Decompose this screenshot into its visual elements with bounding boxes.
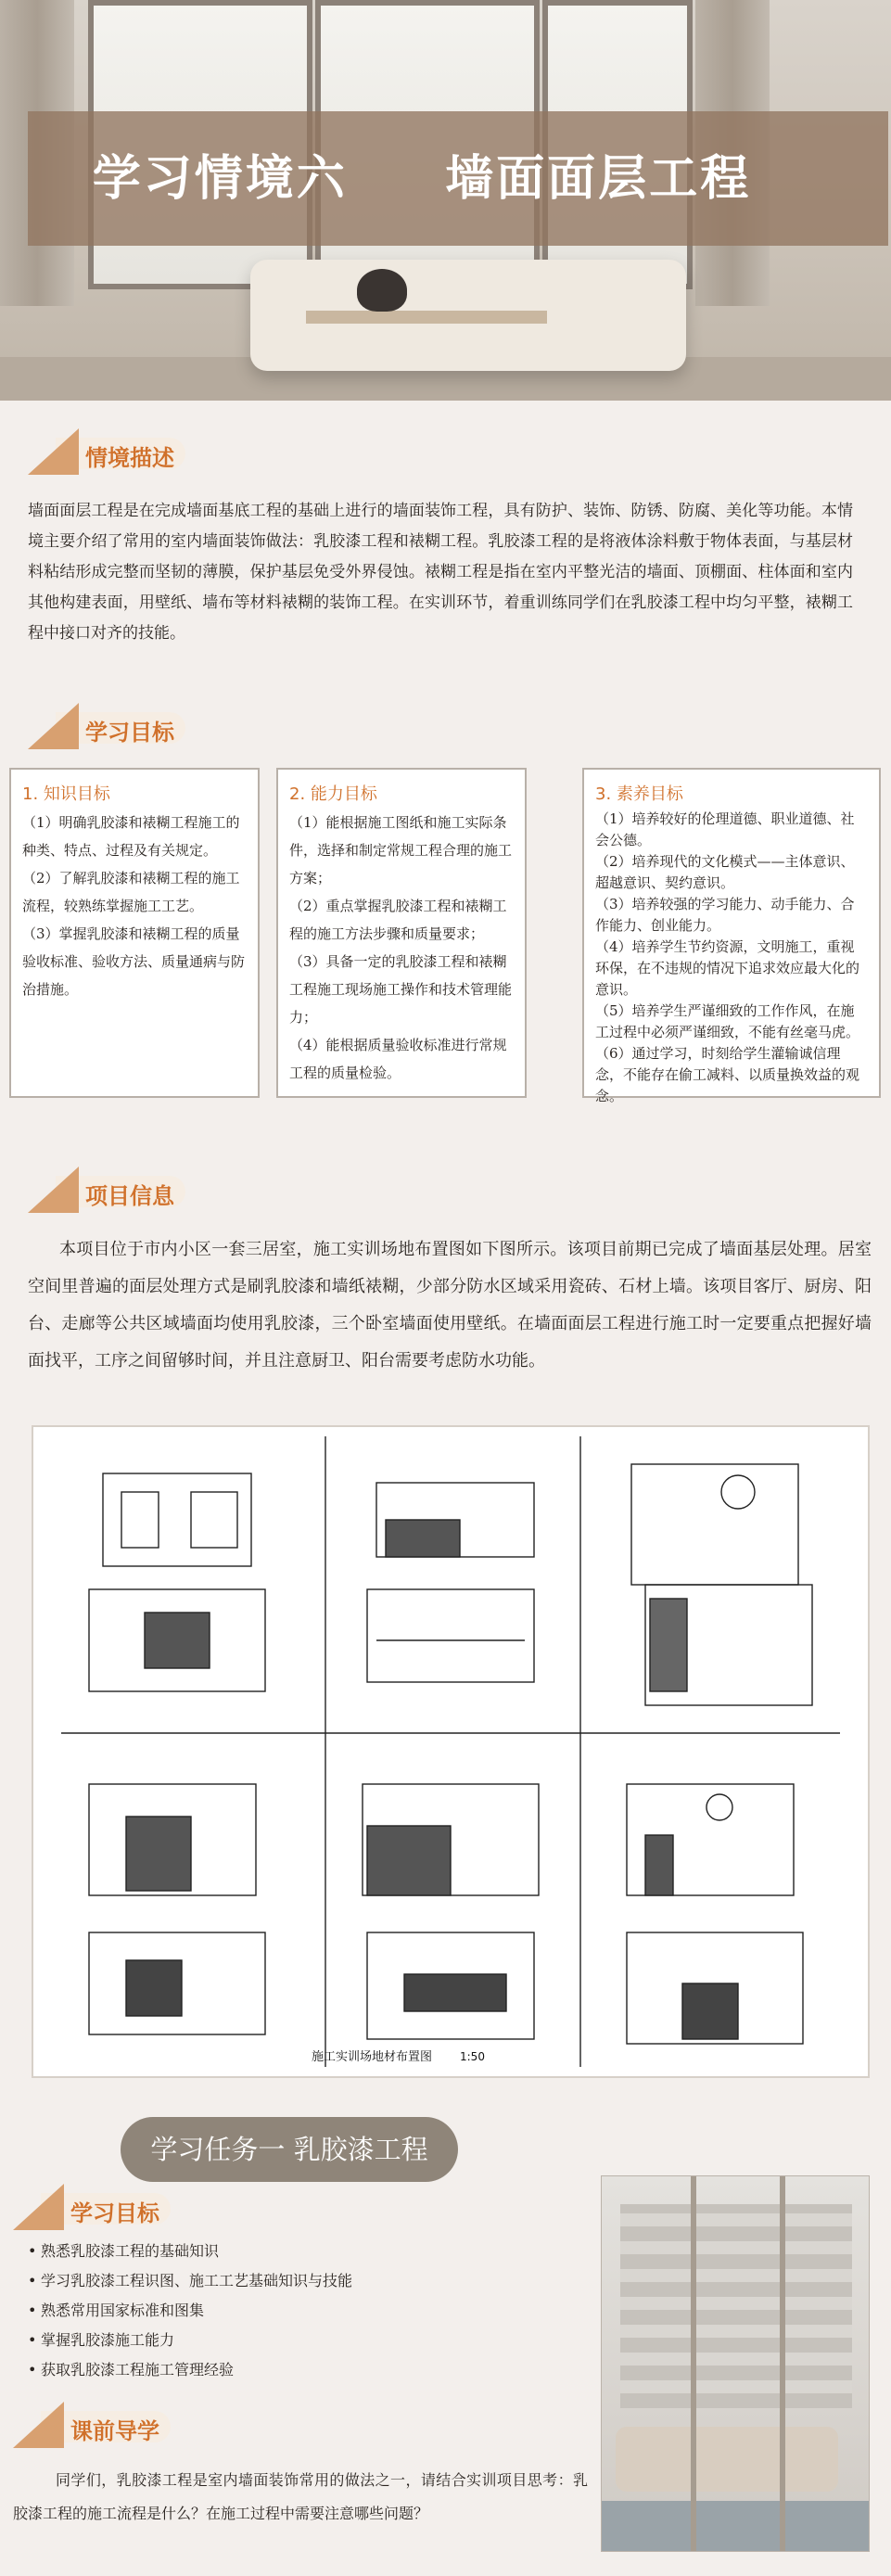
heading-text: 课前导学 xyxy=(70,2417,159,2444)
heading-text: 情境描述 xyxy=(85,444,174,471)
heading-triangle-icon xyxy=(28,703,79,749)
section-heading-situation xyxy=(28,428,250,475)
stone-wall xyxy=(620,2204,852,2408)
list-item: • 获取乳胶漆工程施工管理经验 xyxy=(28,2355,584,2385)
sofa xyxy=(616,2427,838,2492)
heading-triangle-icon xyxy=(13,2402,64,2448)
goal-box-body xyxy=(584,809,879,1107)
heading-text: 学习目标 xyxy=(70,2200,159,2226)
goal-item: （5）培养学生严谨细致的工作作风，在施工过程中必须严谨细致，不能有丝毫马虎。 xyxy=(595,1002,860,1040)
goal-item: （2）培养现代的文化模式——主体意识、超越意识、契约意识。 xyxy=(595,853,855,891)
heading-triangle-icon xyxy=(13,2184,64,2230)
section-heading-goals xyxy=(28,703,250,749)
list-item: • 学习乳胶漆工程识图、施工工艺基础知识与技能 xyxy=(28,2266,584,2296)
rug xyxy=(602,2501,869,2551)
goal-box-body xyxy=(278,809,525,1087)
task-goal-list xyxy=(28,2237,584,2385)
page-title: 学习情境六 墙面面层工程 xyxy=(92,150,752,207)
goal-box-body xyxy=(11,809,258,1003)
goal-box-knowledge xyxy=(9,768,260,1098)
goal-item: （1）能根据施工图纸和施工实际条件，选择和制定常规工程合理的施工方案； xyxy=(289,814,513,886)
drawing-scale: 1:50 xyxy=(460,2050,485,2063)
goal-item: （3）培养较强的学习能力、动手能力、合作能力、创业能力。 xyxy=(595,896,855,934)
vase xyxy=(357,269,407,312)
hero-banner-image xyxy=(0,0,891,401)
preview-text: 同学们，乳胶漆工程是室内墙面装饰常用的做法之一，请结合实训项目思考：乳胶漆工程的施工流程是什么？在施工过程中需要注意哪些问题？ xyxy=(13,2471,588,2522)
goal-item: （1）培养较好的伦理道德、职业道德、社会公德。 xyxy=(595,810,855,848)
goal-box-quality xyxy=(582,768,881,1104)
task-title-pill: 学习任务一 乳胶漆工程 xyxy=(121,2117,458,2182)
section-heading-project xyxy=(28,1167,250,1213)
goal-box-title: 2. 能力目标 xyxy=(289,784,377,804)
section-heading-task-goals xyxy=(13,2184,235,2230)
goal-item: （1）明确乳胶漆和裱糊工程施工的种类、特点、过程及有关规定。 xyxy=(22,814,240,859)
goal-item: （4）能根据质量验收标准进行常规工程的质量检验。 xyxy=(289,1037,507,1081)
heading-triangle-icon xyxy=(28,428,79,475)
goal-item: （3）掌握乳胶漆和裱糊工程的质量验收标准、验收方法、质量通病与防治措施。 xyxy=(22,925,246,998)
goal-item: （2）了解乳胶漆和裱糊工程的施工流程，较熟练掌握施工工艺。 xyxy=(22,870,240,914)
coffee-table xyxy=(306,311,547,324)
section-heading-preview xyxy=(13,2402,235,2448)
list-item: • 熟悉乳胶漆工程的基础知识 xyxy=(28,2237,584,2266)
goal-item: （3）具备一定的乳胶漆工程和裱糊工程施工现场施工操作和技术管理能力； xyxy=(289,953,513,1026)
drawing-caption: 施工实训场地材布置图 xyxy=(312,2050,433,2064)
goal-item: （6）通过学习，时刻给学生灌输诚信理念，不能存在偷工减料、以质量换效益的观念。 xyxy=(595,1045,860,1104)
list-item: • 熟悉常用国家标准和图集 xyxy=(28,2296,584,2326)
sliding-door-frame xyxy=(691,2176,696,2551)
situation-text: 墙面面层工程是在完成墙面基底工程的基础上进行的墙面装饰工程，具有防护、装饰、防锈、防腐、美化等功能。本情境主要介绍了常用的室内墙面装饰做法：乳胶漆工程和裱糊工程。乳胶漆工程的是将液体涂料敷于物体表面，与基层材料粘结形成完整而坚韧的薄膜，保护基层免受外界侵蚀。裱糊工程是指在室内平整光洁的墙面、顶棚面、柱体面和室内其他构建表面，用壁纸、墙布等材料裱糊的装饰工程。在实训环节，着重训练同学们在乳胶漆工程中均匀平整，裱糊工程中接口对齐的技能。 xyxy=(28,502,853,643)
project-text: 本项目位于市内小区一套三居室，施工实训场地布置图如下图所示。该项目前期已完成了墙面基层处理。居室空间里普遍的面层处理方式是刷乳胶漆和墙纸裱糊，少部分防水区域采用瓷砖、石材上墙。该项目客厅、厨房、阳台、走廊等公共区域墙面均使用乳胶漆，三个卧室墙面使用壁纸。在墙面面层工程进行施工时一定要重点把握好墙面找平，工序之间留够时间，并且注意厨卫、阳台需要考虑防水功能。 xyxy=(28,1240,872,1371)
goal-box-title: 3. 素养目标 xyxy=(595,784,683,804)
cad-drawing-svg xyxy=(33,1427,868,2076)
heading-text: 项目信息 xyxy=(85,1182,174,1209)
goal-box-ability xyxy=(276,768,527,1098)
site-layout-drawing xyxy=(32,1425,870,2078)
living-room-photo xyxy=(601,2175,870,2552)
goal-item: （4）培养学生节约资源，文明施工，重视环保，在不违规的情况下追求效应最大化的意识。 xyxy=(595,938,860,998)
sliding-door-frame xyxy=(780,2176,785,2551)
goal-box-title: 1. 知识目标 xyxy=(22,784,110,804)
list-item: • 掌握乳胶漆施工能力 xyxy=(28,2326,584,2355)
goal-item: （2）重点掌握乳胶漆工程和裱糊工程的施工方法步骤和质量要求； xyxy=(289,898,507,942)
heading-text: 学习目标 xyxy=(85,719,174,746)
heading-triangle-icon xyxy=(28,1167,79,1213)
